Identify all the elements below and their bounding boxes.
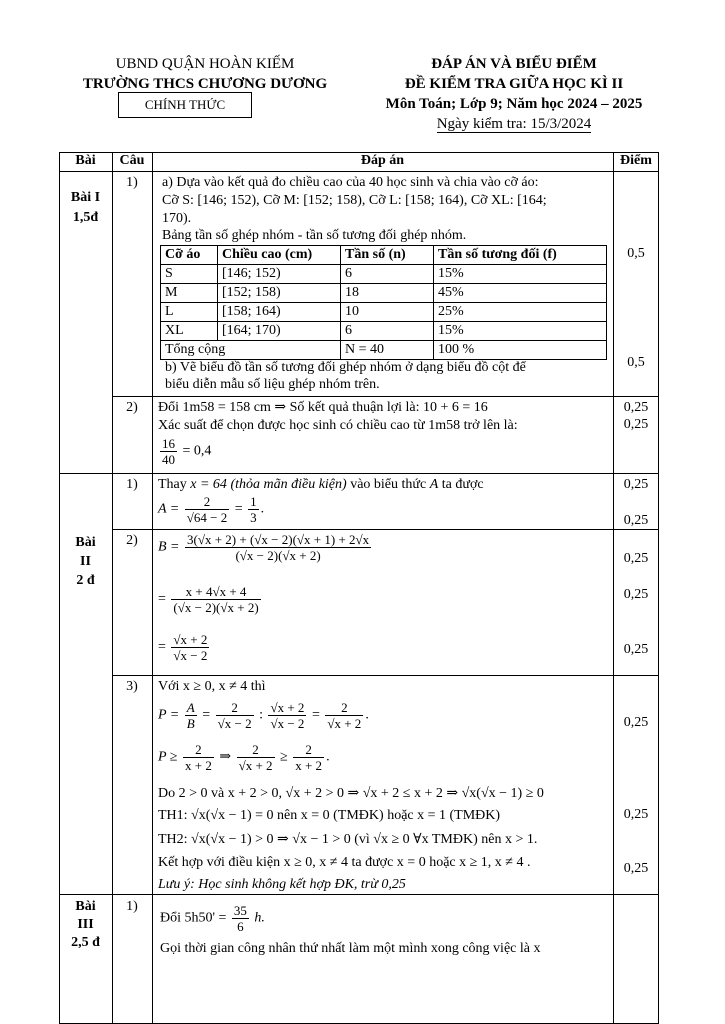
answer-text: TH1: √x(√x − 1) = 0 nên x = 0 (TMĐK) hoặc x = 1 (TMĐK)	[158, 808, 501, 823]
answer-text: biểu diễn mẫu số liệu ghép nhóm trên.	[165, 377, 380, 392]
equals: =	[202, 707, 211, 723]
bai-points: 1,5đ	[72, 210, 99, 225]
answer-text: Đổi 1m58 = 158 cm ⇒ Số kết quả thuận lợi là: 10 + 6 = 16	[158, 400, 488, 415]
score: 0,25	[623, 513, 649, 528]
fraction	[248, 494, 259, 525]
school-name: TRƯỜNG THCS CHƯƠNG DƯƠNG	[82, 76, 328, 92]
formula	[158, 584, 263, 615]
fraction	[293, 742, 324, 773]
denominator: x + 2	[295, 758, 323, 773]
formula-lhs: P ≥	[158, 749, 178, 765]
denominator: √x − 2	[270, 716, 305, 731]
row-divider	[112, 396, 659, 397]
question-number: 2)	[126, 400, 138, 415]
table-cell: XL	[161, 322, 218, 341]
numerator: 2	[216, 700, 254, 716]
numerator: 2	[325, 700, 363, 716]
row-divider	[59, 894, 659, 895]
bai-label: Bài	[75, 899, 96, 914]
row-divider	[112, 529, 659, 530]
answer-text: Gọi thời gian công nhân thứ nhất làm một mình xong công việc là x	[160, 941, 541, 956]
col-header-dapan: Đáp án	[360, 153, 405, 168]
fraction	[268, 700, 306, 731]
table-cell: [152; 158)	[218, 284, 341, 303]
fraction	[171, 632, 209, 663]
answer-text: a) Dựa vào kết quả đo chiều cao của 40 học sinh và chia vào cỡ áo:	[162, 175, 539, 190]
equals: =	[234, 501, 243, 517]
numerator: 2	[185, 494, 229, 510]
row-divider	[59, 171, 659, 172]
denominator: (√x − 2)(√x + 2)	[235, 548, 321, 563]
table-cell: 10	[341, 303, 434, 322]
text-run: ta được	[438, 477, 484, 492]
answer-text: TH2: √x(√x − 1) > 0 ⇒ √x − 1 > 0 (vì √x ≥ 0 ∀x TMĐK) nên x > 1.	[158, 832, 538, 847]
score: 0,5	[627, 355, 645, 370]
score: 0,5	[627, 246, 645, 261]
fraction	[325, 700, 363, 731]
table-cell: 100 %	[434, 341, 607, 360]
formula	[158, 436, 211, 467]
table-total-row	[161, 341, 607, 360]
formula	[158, 632, 211, 663]
fraction	[185, 700, 197, 731]
denominator: √x − 2	[173, 648, 208, 663]
numerator: 3(√x + 2) + (√x − 2)(√x + 1) + 2√x	[187, 532, 370, 547]
bai-roman: II	[80, 554, 91, 569]
bai-points: 2 đ	[76, 573, 95, 588]
denominator: 6	[237, 919, 244, 934]
official-stamp: CHÍNH THỨC	[118, 92, 252, 118]
table-row	[161, 322, 607, 341]
note-text: Lưu ý: Học sinh không kết hợp ĐK, trừ 0,25	[158, 877, 406, 892]
table-cell: N = 40	[341, 341, 434, 360]
fraction	[216, 700, 254, 731]
table-cell: [146; 152)	[218, 265, 341, 284]
period: .	[260, 501, 265, 517]
bai-points: 2,5 đ	[71, 935, 100, 950]
text-run: Thay	[158, 477, 191, 492]
numerator: 2	[293, 742, 324, 758]
numerator: 2	[183, 742, 214, 758]
formula	[158, 742, 330, 773]
numerator: 16	[162, 436, 175, 451]
equals: =	[311, 707, 320, 723]
answer-text: b) Vẽ biểu đồ tần số tương đối ghép nhóm ở dạng biểu đồ cột để	[165, 360, 526, 375]
score: 0,25	[623, 417, 649, 432]
district-name: UBND QUẬN HOÀN KIẾM	[115, 56, 295, 72]
answer-text: Bảng tần số ghép nhóm - tần số tương đối ghép nhóm.	[162, 228, 467, 243]
answer-text	[158, 476, 484, 494]
row-divider	[59, 473, 659, 474]
fraction	[237, 742, 275, 773]
header-left	[60, 54, 350, 94]
denominator: B	[186, 716, 195, 731]
numerator: A	[186, 700, 195, 715]
fraction	[160, 436, 177, 467]
text-run: vào biểu thức	[346, 477, 430, 492]
formula	[158, 532, 373, 563]
answer-text: 170).	[162, 211, 192, 226]
score: 0,25	[623, 551, 649, 566]
table-cell: 6	[341, 265, 434, 284]
numerator: x + 4√x + 4	[171, 584, 260, 600]
table-header-cell: Tần số (n)	[341, 246, 434, 265]
row-divider	[112, 675, 659, 676]
table-cell: M	[161, 284, 218, 303]
table-cell: S	[161, 265, 218, 284]
subject-line: Môn Toán; Lớp 9; Năm học 2024 – 2025	[385, 96, 643, 112]
denominator: √64 − 2	[186, 510, 228, 525]
answer-text: Do 2 > 0 và x + 2 > 0, √x + 2 > 0 ⇒ √x + 2 ≤ x + 2 ⇒ √x(√x − 1) ≥ 0	[158, 786, 544, 801]
fraction	[171, 584, 260, 615]
col-header-cau: Câu	[119, 153, 145, 168]
text-run: Đổi 5h50' =	[160, 910, 227, 926]
bai-label: Bài I	[70, 190, 101, 205]
denominator: 3	[250, 510, 257, 525]
score: 0,25	[623, 861, 649, 876]
denominator: √x − 2	[217, 716, 252, 731]
denominator: (√x − 2)(√x + 2)	[173, 600, 259, 615]
answer-text: Cỡ S: [146; 152), Cỡ M: [152; 158), Cỡ L: [158; 164), Cỡ XL: [164;	[162, 193, 547, 208]
exam-title: ĐỀ KIỂM TRA GIỮA HỌC KÌ II	[404, 76, 624, 92]
score: 0,25	[623, 587, 649, 602]
question-number: 3)	[126, 679, 138, 694]
greater-equal: ≥	[280, 749, 288, 765]
score: 0,25	[623, 400, 649, 415]
table-cell: 45%	[434, 284, 607, 303]
unit: h.	[254, 910, 265, 926]
formula-result: = 0,4	[182, 443, 212, 459]
table-cell: 15%	[434, 322, 607, 341]
question-number: 1)	[126, 477, 138, 492]
divide: :	[259, 707, 263, 723]
table-cell: [158; 164)	[218, 303, 341, 322]
question-number: 1)	[126, 899, 138, 914]
denominator: 40	[162, 452, 175, 467]
col-header-diem: Điểm	[620, 153, 652, 168]
question-number: 1)	[126, 175, 138, 190]
implies: ⇒	[219, 749, 232, 765]
formula-lhs: P =	[158, 707, 180, 723]
table-cell: [164; 170)	[218, 322, 341, 341]
math-run: A	[429, 477, 439, 492]
table-cell: Tổng cộng	[161, 341, 341, 360]
equals: =	[158, 639, 166, 655]
numerator: 35	[233, 903, 247, 918]
table-header-row	[161, 246, 607, 265]
denominator: √x + 2	[327, 716, 362, 731]
formula	[160, 903, 265, 934]
fraction	[185, 532, 371, 563]
answer-text: Với x ≥ 0, x ≠ 4 thì	[158, 679, 266, 694]
col-header-bai: Bài	[75, 153, 96, 168]
frequency-table	[160, 245, 607, 360]
bai-label: Bài	[75, 535, 96, 550]
score: 0,25	[623, 642, 649, 657]
period: .	[326, 749, 330, 765]
period: .	[365, 707, 369, 723]
numerator: 1	[250, 494, 257, 509]
math-run: x = 64	[190, 477, 227, 492]
exam-date-wrap	[350, 114, 678, 134]
table-header-cell: Chiều cao (cm)	[218, 246, 341, 265]
formula	[158, 700, 369, 731]
equals: =	[158, 591, 166, 607]
denominator: √x + 2	[238, 758, 273, 773]
denominator: x + 2	[184, 758, 212, 773]
table-row	[161, 284, 607, 303]
formula-lhs: A =	[158, 501, 180, 517]
table-header-cell: Cỡ áo	[161, 246, 218, 265]
fraction	[183, 742, 214, 773]
table-cell: L	[161, 303, 218, 322]
table-row	[161, 303, 607, 322]
table-cell: 25%	[434, 303, 607, 322]
answer-text: Kết hợp với điều kiện x ≥ 0, x ≠ 4 ta được x = 0 hoặc x ≥ 1, x ≠ 4 .	[158, 855, 531, 870]
formula-lhs: B =	[158, 539, 180, 555]
table-cell: 15%	[434, 265, 607, 284]
formula	[158, 494, 264, 525]
score: 0,25	[623, 477, 649, 492]
table-cell: 18	[341, 284, 434, 303]
bai-roman: III	[77, 917, 94, 932]
score: 0,25	[623, 715, 649, 730]
doc-title: ĐÁP ÁN VÀ BIỂU ĐIỂM	[431, 56, 597, 72]
table-header-cell: Tần số tương đối (f)	[434, 246, 607, 265]
table-cell: 6	[341, 322, 434, 341]
note-run: (thỏa mãn điều kiện)	[226, 477, 347, 492]
fraction	[232, 903, 249, 934]
numerator: √x + 2	[270, 700, 305, 715]
numerator: √x + 2	[173, 632, 208, 647]
answer-text: Xác suất để chọn được học sinh có chiều cao từ 1m58 trở lên là:	[158, 418, 518, 433]
exam-date: Ngày kiểm tra: 15/3/2024	[436, 116, 592, 132]
table-row	[161, 265, 607, 284]
score: 0,25	[623, 807, 649, 822]
numerator: 2	[237, 742, 275, 758]
fraction	[185, 494, 229, 525]
header-right	[350, 54, 678, 134]
question-number: 2)	[126, 533, 138, 548]
